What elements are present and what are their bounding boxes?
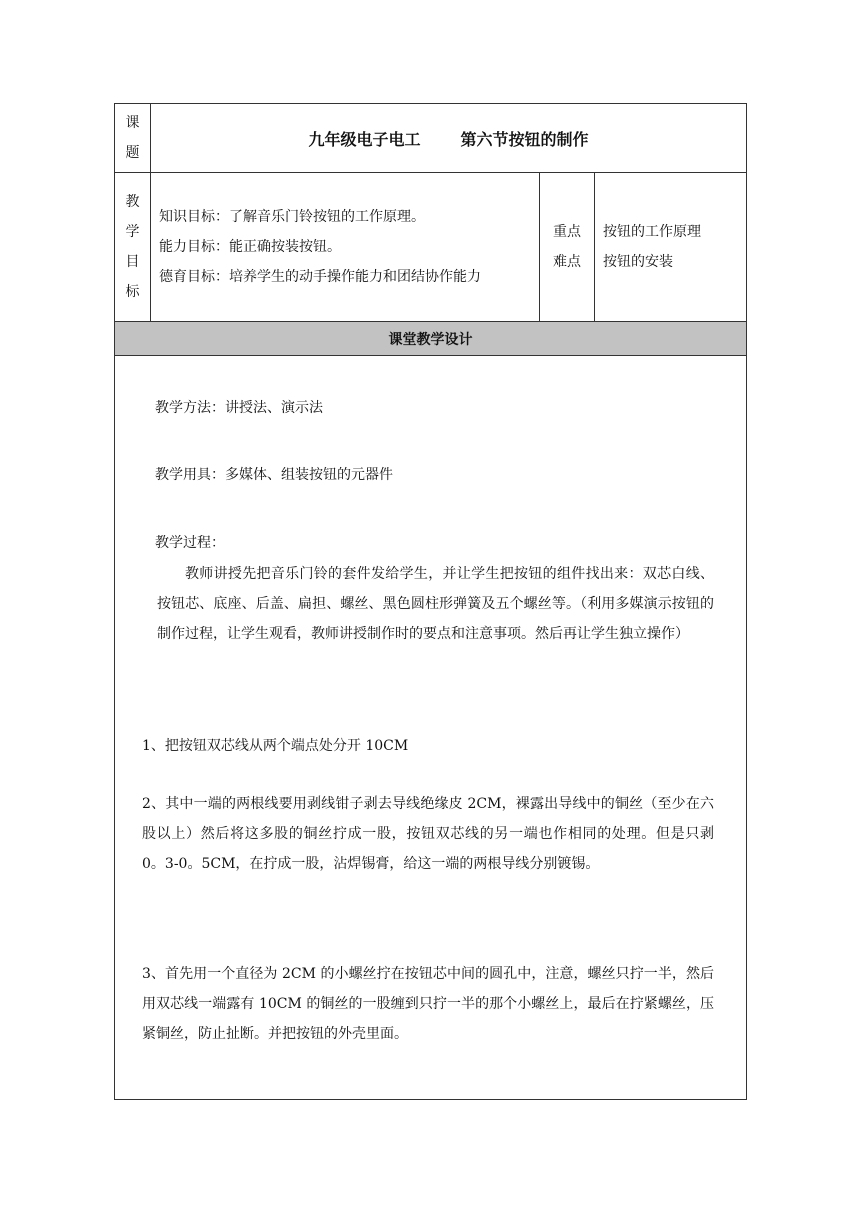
moral-objective: 德育目标：培养学生的动手操作能力和团结协作能力 <box>159 269 481 285</box>
difficult-point-value: 按钮的安装 <box>603 254 673 270</box>
step-1: 1、把按钮双芯线从两个端点处分开 10CM <box>142 738 409 754</box>
classroom-design-body <box>115 356 747 1100</box>
lesson-plan-table <box>114 103 747 1100</box>
teaching-tools: 教学用具：多媒体、组装按钮的元器件 <box>155 467 393 483</box>
process-intro: 教师讲授先把音乐门铃的套件发给学生，并让学生把按钮的组件找出来：双芯白线、按钮芯、底座、后盖、扁担、螺丝、黑色圆柱形弹簧及五个螺丝等。（利用多媒演示按钮的制作过程，让学生观看，教师讲授制作时的要点和注意事项。然后再让学生独立操作） <box>157 566 715 642</box>
section-heading-row <box>115 322 747 356</box>
key-difficult-label <box>540 173 595 322</box>
lesson-title-text: 第六节按钮的制作 <box>460 129 589 149</box>
topic-label-char-1: 课 <box>125 115 140 131</box>
topic-label <box>115 104 151 173</box>
step-2: 2、其中一端的两根线要用剥线钳子剥去导线绝缘皮 2CM，裸露出导线中的铜丝（至少在六股以上）然后将这多股的铜丝拧成一股，按钮双芯线的另一端也作相同的处理。但是只剥 0。3-0。5CM，在拧成一股，沾焊锡膏，给这一端的两根导线分别镀锡。 <box>142 796 715 872</box>
key-point-value: 按钮的工作原理 <box>603 224 701 240</box>
objectives-row <box>115 173 747 322</box>
objectives-label-char-1: 教 <box>125 194 140 210</box>
step-3: 3、首先用一个直径为 2CM 的小螺丝拧在按钮芯中间的圆孔中，注意，螺丝只拧一半，然后用双芯线一端露有 10CM 的铜丝的一股缠到只拧一半的那个小螺丝上，最后在拧紧螺丝，压紧铜丝，防止扯断。并把按钮的外壳里面。 <box>142 966 715 1042</box>
knowledge-objective: 知识目标：了解音乐门铃按钮的工作原理。 <box>159 209 425 225</box>
teaching-method: 教学方法：讲授法、演示法 <box>155 400 323 416</box>
classroom-design-heading: 课堂教学设计 <box>115 322 747 356</box>
objectives-label-char-4: 标 <box>125 284 140 300</box>
key-difficult-values <box>595 173 747 322</box>
objectives-list <box>151 173 540 322</box>
objectives-label-char-2: 学 <box>125 224 140 240</box>
key-point-label: 重点 <box>553 224 581 240</box>
objectives-label <box>115 173 151 322</box>
objectives-label-char-3: 目 <box>125 254 140 270</box>
title-row <box>115 104 747 173</box>
design-body-row <box>115 356 747 1100</box>
difficult-point-label: 难点 <box>553 254 581 270</box>
lesson-title <box>151 104 747 173</box>
grade-title: 九年级电子电工 <box>308 129 421 149</box>
topic-label-char-2: 题 <box>125 145 140 161</box>
teaching-process-label: 教学过程： <box>155 535 225 551</box>
ability-objective: 能力目标：能正确按装按钮。 <box>159 239 341 255</box>
